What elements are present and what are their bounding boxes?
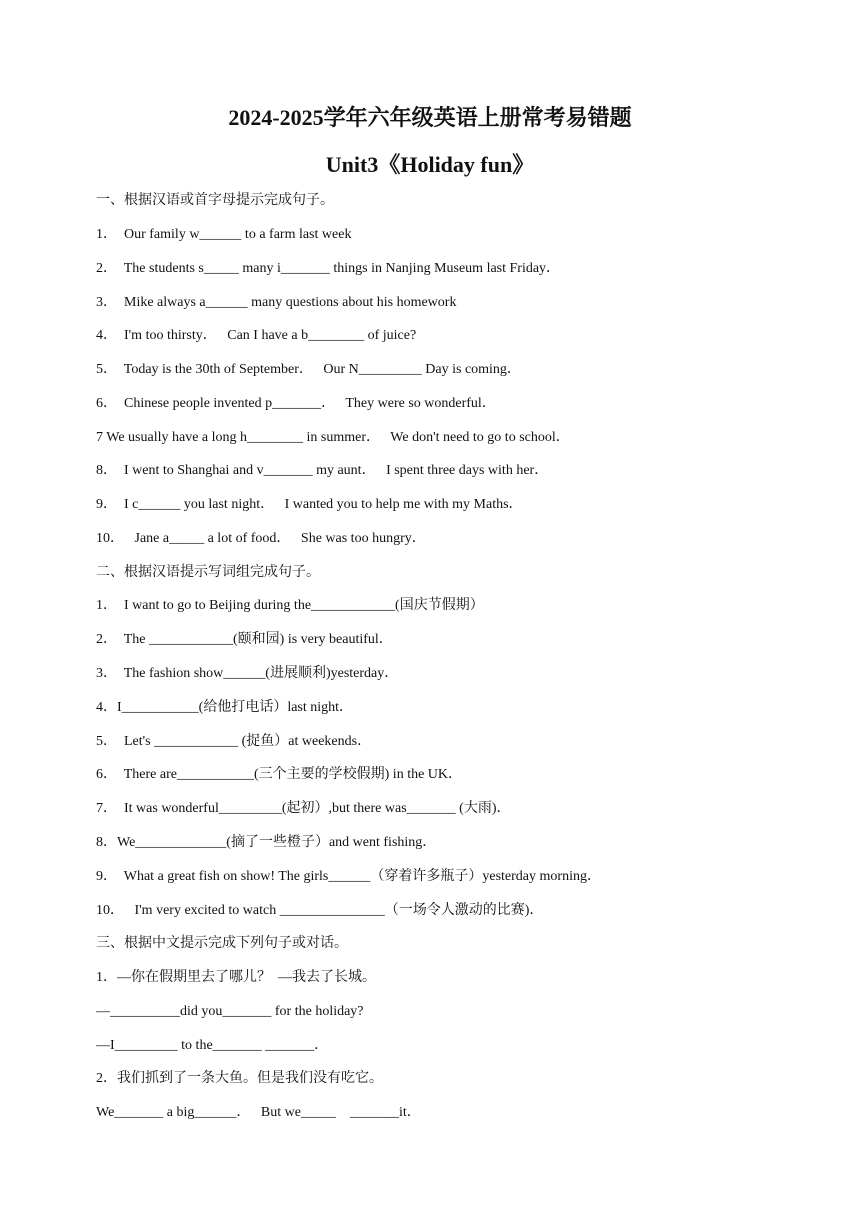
exercise-line: 3． The fashion show______(进展顺利)yesterday． (96, 666, 399, 681)
section-heading-3: 三、根据中文提示完成下列句子或对话。 (96, 936, 348, 951)
section-heading-2: 二、根据汉语提示写词组完成句子。 (96, 565, 320, 580)
exercise-line: 1． Our family w______ to a farm last week (96, 227, 352, 242)
section-heading-1: 一、根据汉语或首字母提示完成句子。 (96, 193, 334, 208)
exercise-line: 9． What a great fish on show! The girls______（穿着许多瓶子）yesterday morning． (96, 869, 601, 884)
exercise-line: 2．我们抓到了一条大鱼。但是我们没有吃它。 (96, 1071, 383, 1086)
exercise-line: 7． It was wonderful_________(起初）,but there was_______ (大雨)． (96, 801, 511, 816)
exercise-line: 9． I c______ you last night． I wanted you to help me with my Maths． (96, 497, 523, 512)
exercise-line: 3． Mike always a______ many questions about his homework (96, 295, 457, 310)
exercise-line: We_______ a big______． But we_____ _______it． (96, 1105, 421, 1120)
exercise-line: 2． The students s_____ many i_______ things in Nanjing Museum last Friday． (96, 261, 561, 276)
exercise-line: 6． There are___________(三个主要的学校假期) in the UK． (96, 767, 463, 782)
exercise-line: 6． Chinese people invented p_______． They were so wonderful． (96, 396, 496, 411)
exercise-line: 10． Jane a_____ a lot of food． She was too hungry． (96, 531, 426, 546)
exercise-line: 1． I want to go to Beijing during the____________(国庆节假期） (96, 598, 484, 613)
exercise-line: 4． I'm too thirsty． Can I have a b________ of juice? (96, 328, 417, 343)
exercise-line: 8．We_____________(摘了一些橙子）and went fishing． (96, 835, 437, 850)
exercise-line: 5． Today is the 30th of September． Our N_________ Day is coming． (96, 362, 521, 377)
exercise-line: 4．I___________(给他打电话）last night． (96, 700, 354, 715)
exercise-line: 8． I went to Shanghai and v_______ my aunt． I spent three days with her． (96, 463, 549, 478)
exercise-line: —I_________ to the_______ _______． (96, 1038, 329, 1053)
exercise-line: 2． The ____________(颐和园) is very beautiful． (96, 632, 393, 647)
exercise-line: 5． Let's ____________ (捉鱼）at weekends． (96, 734, 372, 749)
exercise-line: 1．—你在假期里去了哪儿？ —我去了长城。 (96, 970, 376, 985)
document-title: 2024-2025学年六年级英语上册常考易错题 (228, 105, 632, 130)
exercise-line: 10． I'm very excited to watch _______________（一场令人激动的比赛)． (96, 903, 544, 918)
exercise-line: 7 We usually have a long h________ in summer． We don't need to go to school． (96, 430, 570, 445)
exercise-line: —__________did you_______ for the holiday? (96, 1004, 364, 1019)
document-subtitle: Unit3《Holiday fun》 (325, 152, 535, 177)
